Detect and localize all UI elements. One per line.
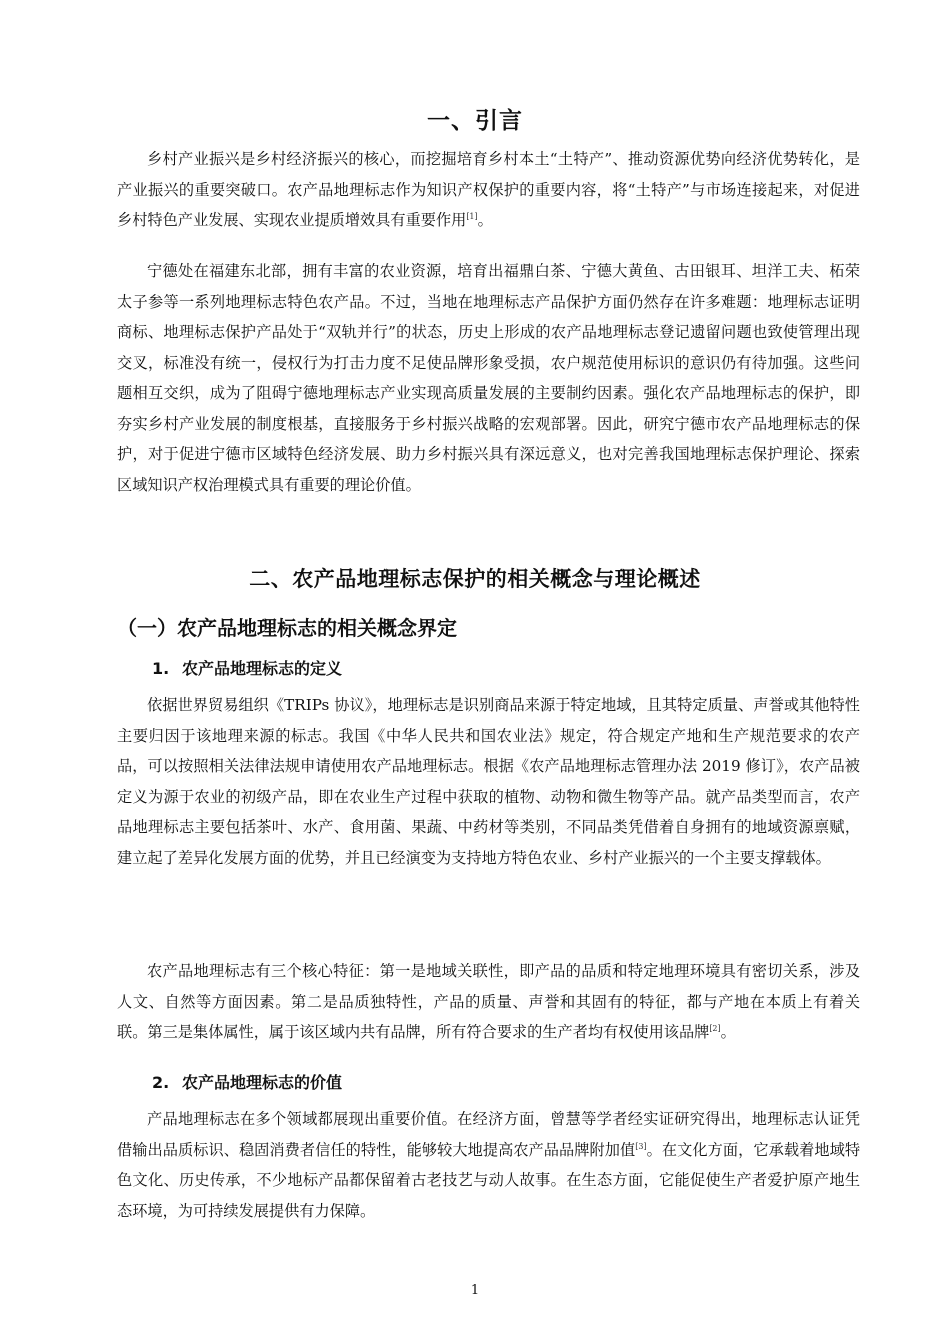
value-paragraph-text: 产品地理标志在多个领域都展现出重要价值。在经济方面，曾慧等学者经实证研究得出，地理标志认证凭借输出品质标识、稳固消费者信任的特性，能够较大地提高农产品品牌附加值 [117,1110,860,1159]
definition-paragraph-2-text: 农产品地理标志有三个核心特征：第一是地域关联性，即产品的品质和特定地理环境具有密切关系，涉及人文、自然等方面因素。第二是品质独特性，产品的质量、声誉和其固有的特征，都与产地在本质上有着关联。第三是集体属性，属于该区域内共有品牌，所有符合要求的生产者均有权使用该品牌 [117,962,860,1041]
intro-paragraph-1-end: 。 [477,211,493,229]
citation-2: [2] [709,1023,721,1033]
value-paragraph [117,1104,860,1226]
value-paragraph-rest: 。在文化方面，它承载着地域特色文化、历史传承，不少地标产品都保留着古老技艺与动人故事。在生态方面，它能促使生产者爱护原产地生态环境，为可持续发展提供有力保障。 [117,1140,861,1220]
section-1-heading: 一、引言 [427,108,523,134]
item-1-heading [152,656,342,679]
item-2-heading [152,1070,342,1093]
item-2-number: 2. [152,1073,170,1092]
citation-3: [3] [635,1141,647,1151]
citation-1: [1] [466,211,478,221]
definition-paragraph-2 [117,956,860,1048]
definition-paragraph-2-end: 。 [720,1023,736,1041]
item-1-number: 1. [152,659,170,678]
definition-paragraph-1: 依据世界贸易组织《TRIPs 协议》，地理标志是识别商品来源于特定地域，且其特定质量、声誉或其他特性主要归因于该地理来源的标志。我国《中华人民共和国农业法》规定，符合规定产地和生产规范要求的农产品，可以按照相关法律法规申请使用农产品地理标志。根据《农产品地理标志管理办法 2019 修订》，农产品被定义为源于农业的初级产品，即在农业生产过程中获取的植物、动物和微生物等产品。就产品类型而言，农产品地理标志主要包括茶叶、水产、食用菌、果蔬、中药材等类别，不同品类凭借着自身拥有的地域资源禀赋，建立起了差异化发展方面的优势，并且已经演变为支持地方特色农业、乡村产业振兴的一个主要支撑载体。 [117,696,860,867]
intro-paragraph-1-text: 乡村产业振兴是乡村经济振兴的核心，而挖掘培育乡村本土“土特产”、推动资源优势向经济优势转化，是产业振兴的重要突破口。农产品地理标志作为知识产权保护的重要内容，将“土特产”与市场连接起来，对促进乡村特色产业发展、实现农业提质增效具有重要作用 [117,150,860,229]
item-2-title: 农产品地理标志的价值 [182,1073,343,1092]
subsection-1-heading: （一）农产品地理标志的相关概念界定 [117,616,457,640]
section-2-heading: 二、农产品地理标志保护的相关概念与理论概述 [249,567,701,591]
intro-paragraph-2: 宁德处在福建东北部，拥有丰富的农业资源，培育出福鼎白茶、宁德大黄鱼、古田银耳、坦洋工夫、柘荣太子参等一系列地理标志特色农产品。不过，当地在地理标志产品保护方面仍然存在许多难题：地理标志证明商标、地理标志保护产品处于“双轨并行”的状态，历史上形成的农产品地理标志登记遗留问题也致使管理出现交叉，标准没有统一，侵权行为打击力度不足使品牌形象受损，农户规范使用标识的意识仍有待加强。这些问题相互交织，成为了阻碍宁德地理标志产业实现高质量发展的主要制约因素。强化农产品地理标志的保护，即夯实乡村产业发展的制度根基，直接服务于乡村振兴战略的宏观部署。因此，研究宁德市农产品地理标志的保护，对于促进宁德市区域特色经济发展、助力乡村振兴具有深远意义，也对完善我国地理标志保护理论、探索区域知识产权治理模式具有重要的理论价值。 [117,262,860,494]
page-number: 1 [470,1283,480,1298]
intro-paragraph-1 [117,144,860,236]
item-1-title: 农产品地理标志的定义 [182,659,343,678]
